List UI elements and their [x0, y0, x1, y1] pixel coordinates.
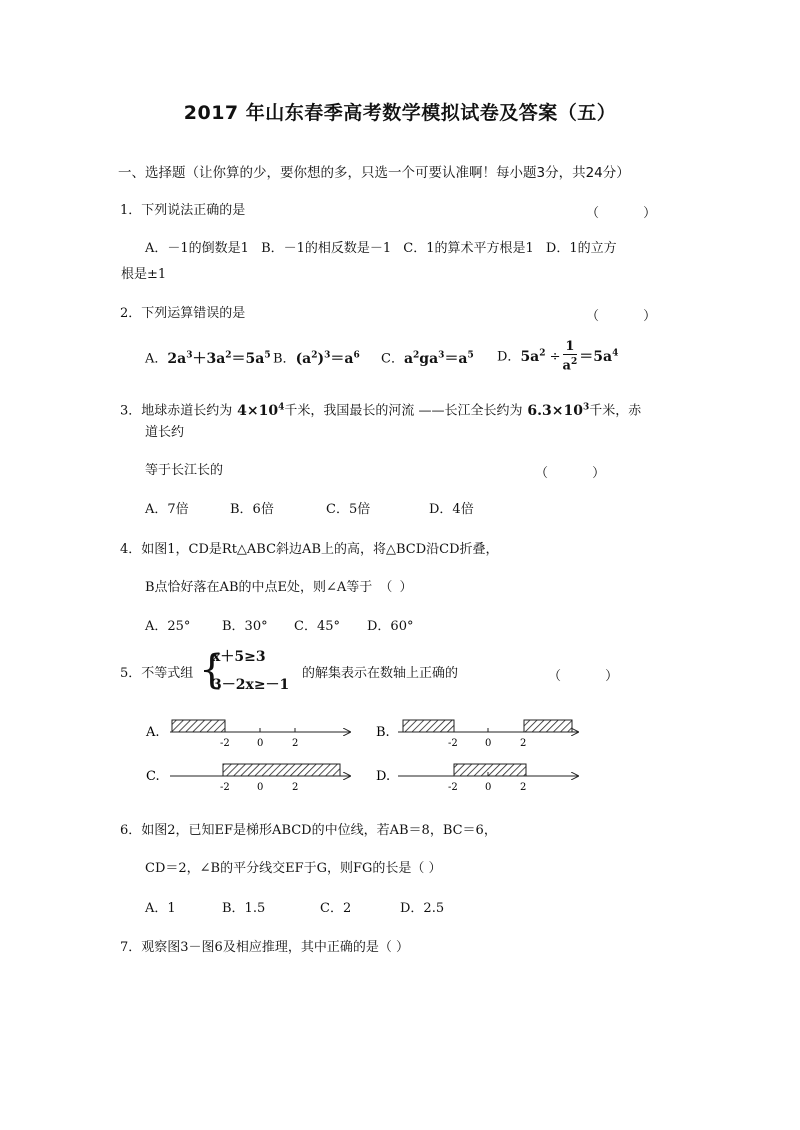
axis-b-tick-2: 2 — [520, 738, 527, 749]
q2-option-d: D．$5a^2$ ÷ $\frac{1}{a^2}$ $=5a^4$ — [497, 339, 619, 374]
page-title: 2017 年山东春季高考数学模拟试卷及答案（五） — [183, 102, 617, 124]
q6-option-c: C．2 — [320, 901, 352, 916]
axis-a-tick-0: 0 — [257, 738, 264, 749]
q3-stem-b: 千米，我国最长的河流 ——长江全长约为 — [284, 403, 523, 419]
axis-c-label: C. — [146, 769, 160, 784]
q4-line2: B点恰好落在AB的中点E处，则∠A等于 （ ） — [145, 580, 413, 595]
q3-stem-a: 3．地球赤道长约为 — [120, 403, 233, 419]
q2-option-b — [273, 346, 360, 369]
q2-d-label: D． — [497, 349, 521, 365]
q5-inequality-2: 3－2x≥－1 — [212, 677, 290, 693]
q3-paren: （ ） — [535, 466, 606, 481]
q1-paren: （ ） — [586, 206, 657, 221]
axis-a — [145, 720, 350, 749]
axis-c-shaded — [223, 764, 340, 776]
axis-c-tick-0: 0 — [257, 782, 264, 793]
q2-b-expr: $(a^2)^3=a^6$ — [295, 350, 360, 367]
q3-river-value: $6.3\times 10^3$ — [522, 402, 590, 419]
axis-d-label: D. — [376, 769, 391, 784]
axis-a-shaded — [172, 720, 225, 732]
q2-c-expr: $a^2ga^3=a^5$ — [403, 350, 474, 367]
axis-b — [376, 720, 578, 749]
axis-b-shaded-left — [403, 720, 454, 732]
q4-option-a: A．25° — [145, 619, 191, 634]
axis-b-tick-0: 0 — [485, 738, 492, 749]
q1-options-line1: A．－1的倒数是1 B．－1的相反数是－1 C．1的算术平方根是1 D．1的立方 — [145, 241, 617, 256]
axis-a-tick-neg2: -2 — [220, 738, 230, 749]
q1-stem: 1．下列说法正确的是 — [120, 203, 246, 218]
axis-c-tick-2: 2 — [292, 782, 299, 793]
q5-stem-a: 5．不等式组 — [120, 666, 194, 681]
section-heading: 一、选择题（让你算的少，要你想的多，只选一个可要认准啊！每小题3分，共24分） — [118, 165, 630, 181]
axis-a-tick-2: 2 — [292, 738, 299, 749]
q2-d-expr-b: $=5a^4$ — [579, 348, 619, 365]
axis-d-tick-2: 2 — [520, 782, 527, 793]
q3-line3: 等于长江长的 — [145, 463, 224, 478]
q7-line1: 7．观察图3－图6及相应推理，其中正确的是（ ） — [120, 940, 409, 955]
q3-line2: 道长约 — [145, 425, 185, 440]
q4-line1: 4．如图1，CD是Rt△ABC斜边AB上的高，将△BCD沿CD折叠， — [120, 542, 499, 557]
q6-line2: CD＝2，∠B的平分线交EF于G，则FG的长是（ ） — [145, 861, 442, 876]
q5-inequality-1: x＋5≥3 — [212, 649, 266, 665]
q3-line1 — [120, 398, 641, 421]
q3-stem-c: 千米，赤 — [589, 403, 642, 419]
q2-d-expr-a: $5a^2$ — [520, 348, 546, 365]
axis-c-tick-neg2: -2 — [220, 782, 230, 793]
q2-option-c — [381, 346, 474, 369]
q3-option-d: D．4倍 — [429, 502, 474, 517]
q6-option-d: D．2.5 — [400, 901, 445, 916]
q2-stem: 2．下列运算错误的是 — [120, 306, 246, 321]
q1-options-line2: 根是±1 — [121, 267, 167, 282]
axis-a-label: A. — [146, 725, 160, 740]
axis-d — [376, 764, 578, 793]
q2-b-label: B． — [273, 351, 296, 367]
axis-c — [146, 764, 350, 793]
q3-option-a: A．7倍 — [145, 502, 189, 517]
axis-b-label: B. — [376, 725, 390, 740]
q2-paren: （ ） — [586, 309, 657, 324]
axis-d-tick-0: 0 — [485, 782, 492, 793]
axis-b-tick-neg2: -2 — [448, 738, 458, 749]
q5-paren: （ ） — [548, 669, 619, 684]
axis-d-shaded — [454, 764, 526, 776]
q2-option-a — [145, 346, 271, 369]
q6-line1: 6．如图2，已知EF是梯形ABCD的中位线，若AB＝8，BC＝6， — [120, 823, 497, 838]
q4-option-c: C．45° — [294, 619, 340, 634]
q2-c-label: C． — [381, 351, 404, 367]
q2-a-expr: $2a^3+3a^2=5a^5$ — [167, 350, 271, 367]
q6-option-b: B．1.5 — [222, 901, 266, 916]
q4-option-d: D．60° — [367, 619, 414, 634]
q6-option-a: A．1 — [145, 901, 176, 916]
q2-d-fraction: $\frac{1}{a^2}$ — [562, 339, 578, 374]
q4-option-b: B．30° — [222, 619, 268, 634]
q2-a-label: A． — [145, 351, 168, 367]
axis-b-shaded-right — [524, 720, 572, 732]
q3-option-c: C．5倍 — [326, 502, 371, 517]
q5-number-lines — [0, 712, 800, 812]
q5-stem-b: 的解集表示在数轴上正确的 — [302, 666, 459, 681]
axis-d-tick-neg2: -2 — [448, 782, 458, 793]
system-brace: { — [199, 647, 225, 693]
q3-option-b: B．6倍 — [230, 502, 274, 517]
q3-equator-value: $4\times 10^4$ — [232, 402, 285, 419]
